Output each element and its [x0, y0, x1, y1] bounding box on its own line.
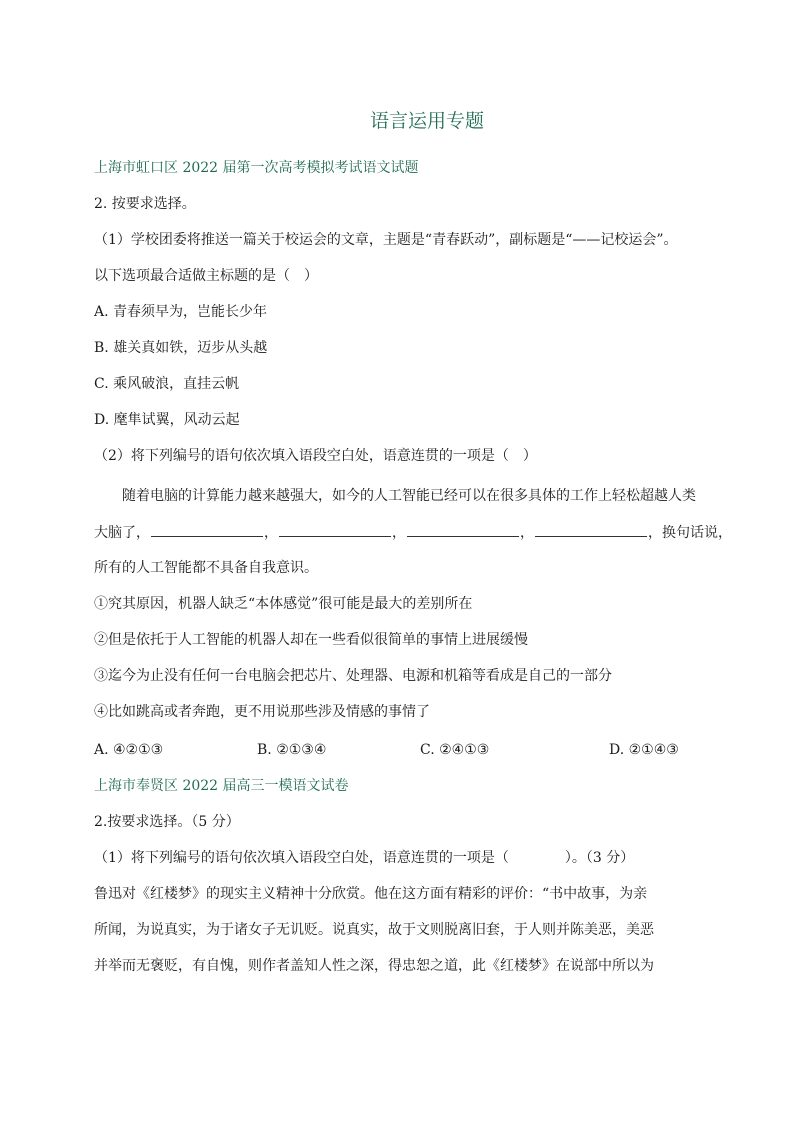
source-heading-hongkou: 上海市虹口区 2022 届第一次高考模拟考试语文试题: [94, 160, 419, 176]
question-text: （1）学校团委将推送一篇关于校运会的文章，主题是“青春跃动”，副标题是“——记校运会”。: [94, 232, 678, 248]
answer-blank[interactable]: [151, 522, 263, 537]
answer-option-d: D. ②①④③: [609, 742, 679, 758]
passage-text: 鲁迅对《红楼梦》的现实主义精神十分欣赏。他在这方面有精彩的评价：“书中故事，为亲: [94, 886, 648, 902]
passage-text: 并举而无褒贬，有自愧，则作者盖知人性之深，得忠恕之道，此《红楼梦》在说部中所以为: [94, 958, 654, 974]
passage-text: 随着电脑的计算能力越来越强大，如今的人工智能已经可以在很多具体的工作上轻松超越人类: [122, 488, 696, 504]
answer-option-c: C. ②④①③: [420, 742, 490, 758]
answer-blank[interactable]: [535, 522, 647, 537]
option-a: A. 青春须早为，岂能长少年: [94, 304, 268, 320]
answer-option-a: A. ④②①③: [94, 742, 164, 758]
sentence-item: ②但是依托于人工智能的机器人却在一些看似很简单的事情上进展缓慢: [94, 632, 528, 648]
question-heading: 2.按要求选择。（5 分）: [94, 814, 240, 830]
passage-text: ，换句话说，: [648, 525, 732, 541]
question-text: （2）将下列编号的语句依次填入语段空白处，语意连贯的一项是（ ）: [94, 448, 537, 464]
passage-text: 所闻，为说真实，为于诸女子无讥贬。说真实，故于文则脱离旧套，于人则并陈美恶，美恶: [94, 922, 654, 938]
question-text: 以下选项最合适做主标题的是（ ）: [94, 268, 318, 284]
answer-blank[interactable]: [279, 522, 391, 537]
passage-text-with-blanks: 大脑了， ， ， ， ，换句话说，: [94, 522, 732, 543]
answer-blank[interactable]: [407, 522, 519, 537]
option-b: B. 雄关真如铁，迈步从头越: [94, 340, 268, 356]
sentence-item: ①究其原因，机器人缺乏“本体感觉”很可能是最大的差别所在: [94, 596, 473, 612]
answer-option-b: B. ②①③④: [257, 742, 327, 758]
passage-text: 所有的人工智能都不具备自我意识。: [94, 560, 318, 576]
question-heading: 2. 按要求选择。: [94, 196, 196, 212]
option-c: C. 乘风破浪，直挂云帆: [94, 376, 240, 392]
page-title: 语言运用专题: [369, 110, 484, 132]
sentence-item: ③迄今为止没有任何一台电脑会把芯片、处理器、电源和机箱等看成是自己的一部分: [94, 668, 612, 684]
source-heading-fengxian: 上海市奉贤区 2022 届高三一模语文试卷: [94, 778, 349, 794]
question-text: （1）将下列编号的语句依次填入语段空白处，语意连贯的一项是（ ）。（3 分）: [94, 850, 635, 866]
passage-text: 大脑了，: [94, 525, 150, 541]
sentence-item: ④比如跳高或者奔跑，更不用说那些涉及情感的事情了: [94, 704, 430, 720]
option-d: D. 麾隼试翼，风动云起: [94, 412, 240, 428]
